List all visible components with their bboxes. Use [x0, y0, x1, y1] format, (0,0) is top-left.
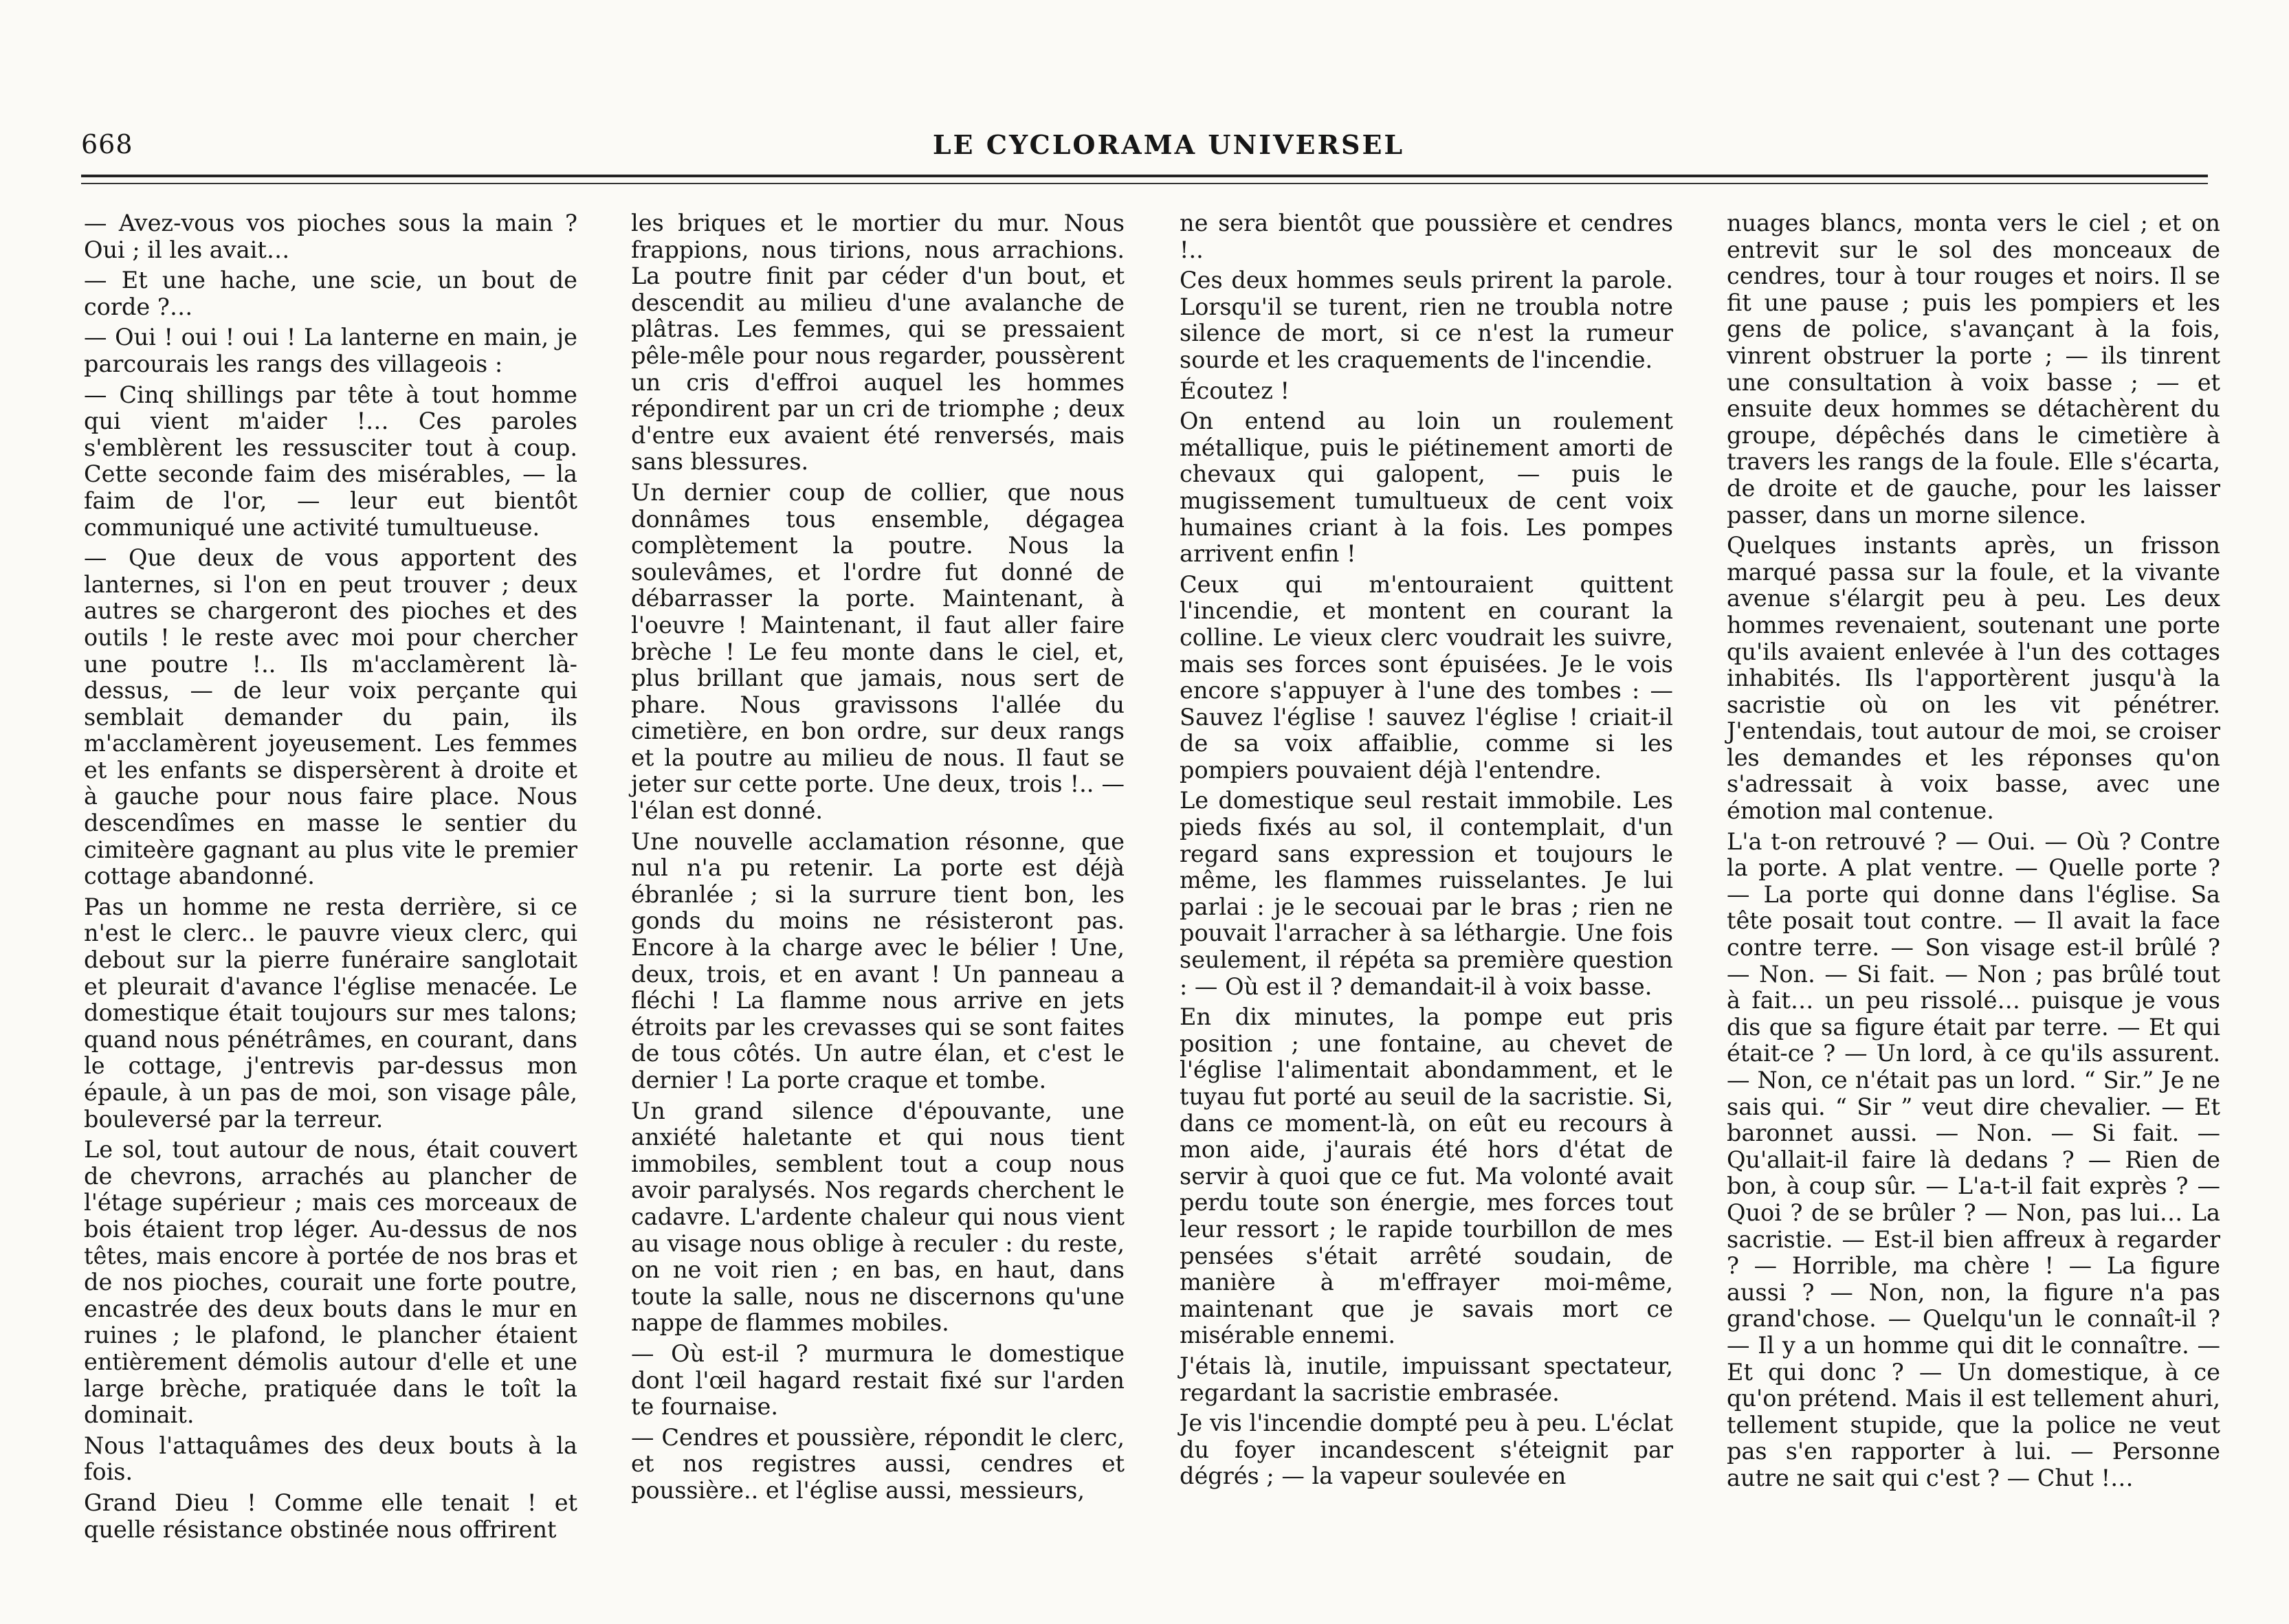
header-rule-thin	[81, 183, 2208, 184]
paragraph: Le sol, tout autour de nous, était couvert de chevrons, arrachés au plancher de l'étage supérieur ; mais ces morceaux de bois étaient trop léger. Au-dessus de nos têtes, mais encore à portée de nos bras et de nos pioches, courait une forte poutre, encastrée des deux bouts dans le mur en ruines ; le plafond, le plancher étaient entièrement démolis autour d'elle et une large brèche, pratiquée dans le toît la dominait.	[84, 1136, 577, 1429]
paragraph: Un dernier coup de collier, que nous donnâmes tous ensemble, dégagea complètement la poutre. Nous la soulevâmes, et l'ordre fut donné de débarrasser la porte. Maintenant, à l'oeuvre ! Maintenant, il faut aller faire brèche ! Le feu monte dans le ciel, et, plus brillant que jamais, nous sert de phare. Nous gravissons l'allée du cimetière, en bon ordre, sur deux rangs et la poutre au milieu de nous. Il faut se jeter sur cette porte. Une deux, trois !.. — l'élan est donné.	[631, 478, 1125, 825]
paragraph: On entend au loin un roulement métallique, puis le piétinement amorti de chevaux qui galopent, — puis le mugissement tumultueux de cent voix humaines criant à la fois. Les pompes arrivent enfin !	[1180, 408, 1673, 568]
paragraph: L'a t-on retrouvé ? — Oui. — Où ? Contre la porte. A plat ventre. — Quelle porte ? — La porte qui donne dans l'église. Sa tête posait tout contre. — Il avait la face contre terre. — Son visage est-il brûlé ? — Non. — Si fait. — Non ; pas brûlé tout à fait… un peu rissolé… puisque je vous dis que sa figure était par terre. — Et qui était-ce ? — Un lord, à ce qu'ils assurent. — Non, ce n'était pas un lord. “ Sir.” Je ne sais qui. “ Sir ” veut dire chevalier. — Et baronnet aussi. — Non. — Si fait. — Qu'allait-il faire là dedans ? — Rien de bon, à coup sûr. — L'a-t-il fait exprès ? — Quoi ? de se brûler ? — Non, pas lui… La sacristie. — Est-il bien affreux à regarder ? — Horrible, ma chère ! — La figure aussi ? — Non, non, la figure n'a pas grand'chose. — Quelqu'un le connaît-il ? — Il y a un homme qui dit le connaître. — Et qui donc ? — Un domestique, à ce qu'on prétend. Mais il est tellement ahuri, tellement stupide, que la police ne veut pas s'en rapporter à lui. — Personne autre ne sait qui c'est ? — Chut !…	[1727, 827, 2220, 1491]
paragraph: Grand Dieu ! Comme elle tenait ! et quelle résistance obstinée nous offrirent	[84, 1489, 577, 1543]
running-title: LE CYCLORAMA UNIVERSEL	[932, 129, 1405, 160]
paragraph: J'étais là, inutile, impuissant spectateur, regardant la sacristie embrasée.	[1180, 1352, 1673, 1406]
header-rule-thick	[81, 175, 2208, 177]
paragraph: nuages blancs, monta vers le ciel ; et on entrevit sur le sol des monceaux de cendres, tour à tour rouges et noirs. Il se fit une pause ; puis les pompiers et les gens de police, s'avançant à la fois, vinrent obstruer la porte ; — ils tinrent une consultation à voix basse ; — et ensuite deux hommes se détachèrent du groupe, dépêchés dans le cimetière à travers les rangs de la foule. Elle s'écarta, de droite et de gauche, pour les laisser passer, dans un morne silence.	[1727, 210, 2220, 529]
paragraph: Un grand silence d'épouvante, une anxiété haletante et qui nous tient immobiles, semblent tout a coup nous avoir paralysés. Nos regards cherchent le cadavre. L'ardente chaleur qui nous vient au visage nous oblige à reculer : du reste, on ne voit rien ; en bas, en haut, dans toute la salle, nous ne discernons qu'une nappe de flammes mobiles.	[631, 1097, 1125, 1337]
text-column-1	[84, 210, 577, 1543]
paragraph: Je vis l'incendie dompté peu à peu. L'éclat du foyer incandescent s'éteignit par dégrés ; — la vapeur soulevée en	[1180, 1410, 1673, 1490]
paragraph: Nous l'attaquâmes des deux bouts à la fois.	[84, 1432, 577, 1486]
paragraph: les briques et le mortier du mur. Nous frappions, nous tirions, nous arrachions. La poutre finit par céder d'un bout, et descendit au milieu d'une avalanche de plâtras. Les femmes, qui se pressaient pêle-mêle pour nous regarder, poussèrent un cris d'effroi auquel les hommes répondirent par un cri de triomphe ; deux d'entre eux avaient été renversés, mais sans blessures.	[631, 210, 1125, 476]
paragraph: — Oui ! oui ! oui ! La lanterne en main, je parcourais les rangs des villageois :	[84, 324, 577, 377]
paragraph: — Et une hache, une scie, un bout de corde ?…	[84, 267, 577, 320]
paragraph: ne sera bientôt que poussière et cendres !..	[1180, 210, 1673, 263]
page-number: 668	[81, 129, 133, 159]
text-column-4	[1727, 210, 2220, 1516]
paragraph: Pas un homme ne resta derrière, si ce n'est le clerc.. le pauvre vieux clerc, qui debout sur la pierre funéraire sanglotait et pleurait d'avance l'église menacée. Le domestique était toujours sur mes talons; quand nous pénétrâmes, en courant, dans le cottage, j'entrevis par-dessus mon épaule, à un pas de moi, son visage pâle, bouleversé par la terreur.	[84, 893, 577, 1133]
paragraph: En dix minutes, la pompe eut pris position ; une fontaine, au chevet de l'église l'alimentait abondamment, et le tuyau fut porté au seuil de la sacristie. Si, dans ce moment-là, on eût eu recours à mon aide, j'aurais été hors d'état de servir à quoi que ce fut. Ma volonté avait perdu toute son énergie, mes forces tout leur ressort ; le rapide tourbillon de mes pensées s'était arrêté soudain, de manière à m'effrayer moi-même, maintenant que je savais mort ce misérable ennemi.	[1180, 1003, 1673, 1349]
paragraph: — Que deux de vous apportent des lanternes, si l'on en peut trouver ; deux autres se chargeront des pioches et des outils ! le reste avec moi pour chercher une poutre !.. Ils m'acclamèrent là-dessus, — de leur voix perçante qui semblait demander du pain, ils m'acclamèrent joyeusement. Les femmes et les enfants se dispersèrent à droite et à gauche pour nous faire place. Nous descendîmes en masse le sentier du cimiteère gagnant au plus vite le premier cottage abandonné.	[84, 544, 577, 890]
paragraph: — Cinq shillings par tête à tout homme qui vient m'aider !… Ces paroles s'emblèrent les ressusciter tout à coup. Cette seconde faim des misérables, — la faim de l'or, — leur eut bientôt communiqué une activité tumultueuse.	[84, 381, 577, 541]
paragraph: Le domestique seul restait immobile. Les pieds fixés au sol, il contemplait, d'un regard sans expression et toujours le même, les flammes ruisselantes. Je lui parlai : je le secouai par le bras ; rien ne pouvait l'arracher à sa léthargie. Une fois seulement, il répéta sa première question : — Où est il ? demandait-il à voix basse.	[1180, 787, 1673, 1000]
paragraph: — Cendres et poussière, répondit le clerc, et nos registres aussi, cendres et poussière.. et l'église aussi, messieurs,	[631, 1423, 1125, 1504]
paragraph: Écoutez !	[1180, 377, 1290, 404]
paragraph: — Où est-il ? murmura le domestique dont l'œil hagard restait fixé sur l'arden te fournaise.	[631, 1339, 1125, 1421]
text-column-3	[1180, 210, 1673, 1516]
paragraph: Quelques instants après, un frisson marqué passa sur la foule, et la vivante avenue s'élargit peu à peu. Les deux hommes revenaient, soutenant une porte qu'ils avaient enlevée à l'un des cottages inhabités. Ils l'apportèrent jusqu'à la sacristie où on les vit pénétrer. J'entendais, tout autour de moi, se croiser les demandes et les réponses qu'on s'adressait à voix basse, avec une émotion mal contenue.	[1727, 532, 2220, 825]
paragraph: Ces deux hommes seuls prirent la parole. Lorsqu'il se turent, rien ne troubla notre silence de mort, si ce n'est la rumeur sourde et les craquements de l'incendie.	[1180, 267, 1673, 373]
paragraph: Ceux qui m'entouraient quittent l'incendie, et montent en courant la colline. Le vieux clerc voudrait les suivre, mais ses forces sont épuisées. Je le vois encore s'appuyer à l'une des tombes : — Sauvez l'église ! sauvez l'église ! criait-il de sa voix affaiblie, comme si les pompiers pouvaient déjà l'entendre.	[1180, 570, 1673, 783]
paragraph: — Avez-vous vos pioches sous la main ? Oui ; il les avait…	[84, 210, 577, 263]
paragraph: Une nouvelle acclamation résonne, que nul n'a pu retenir. La porte est déjà ébranlée ; si la surrure tient bon, les gonds du moins ne résisteront pas. Encore à la charge avec le bélier ! Une, deux, trois, et en avant ! Un panneau a fléchi ! La flamme nous arrive en jets étroits par les crevasses qui se sont faites de tous côtés. Un autre élan, et c'est le dernier ! La porte craque et tombe.	[631, 827, 1125, 1093]
text-column-2	[631, 210, 1125, 1516]
